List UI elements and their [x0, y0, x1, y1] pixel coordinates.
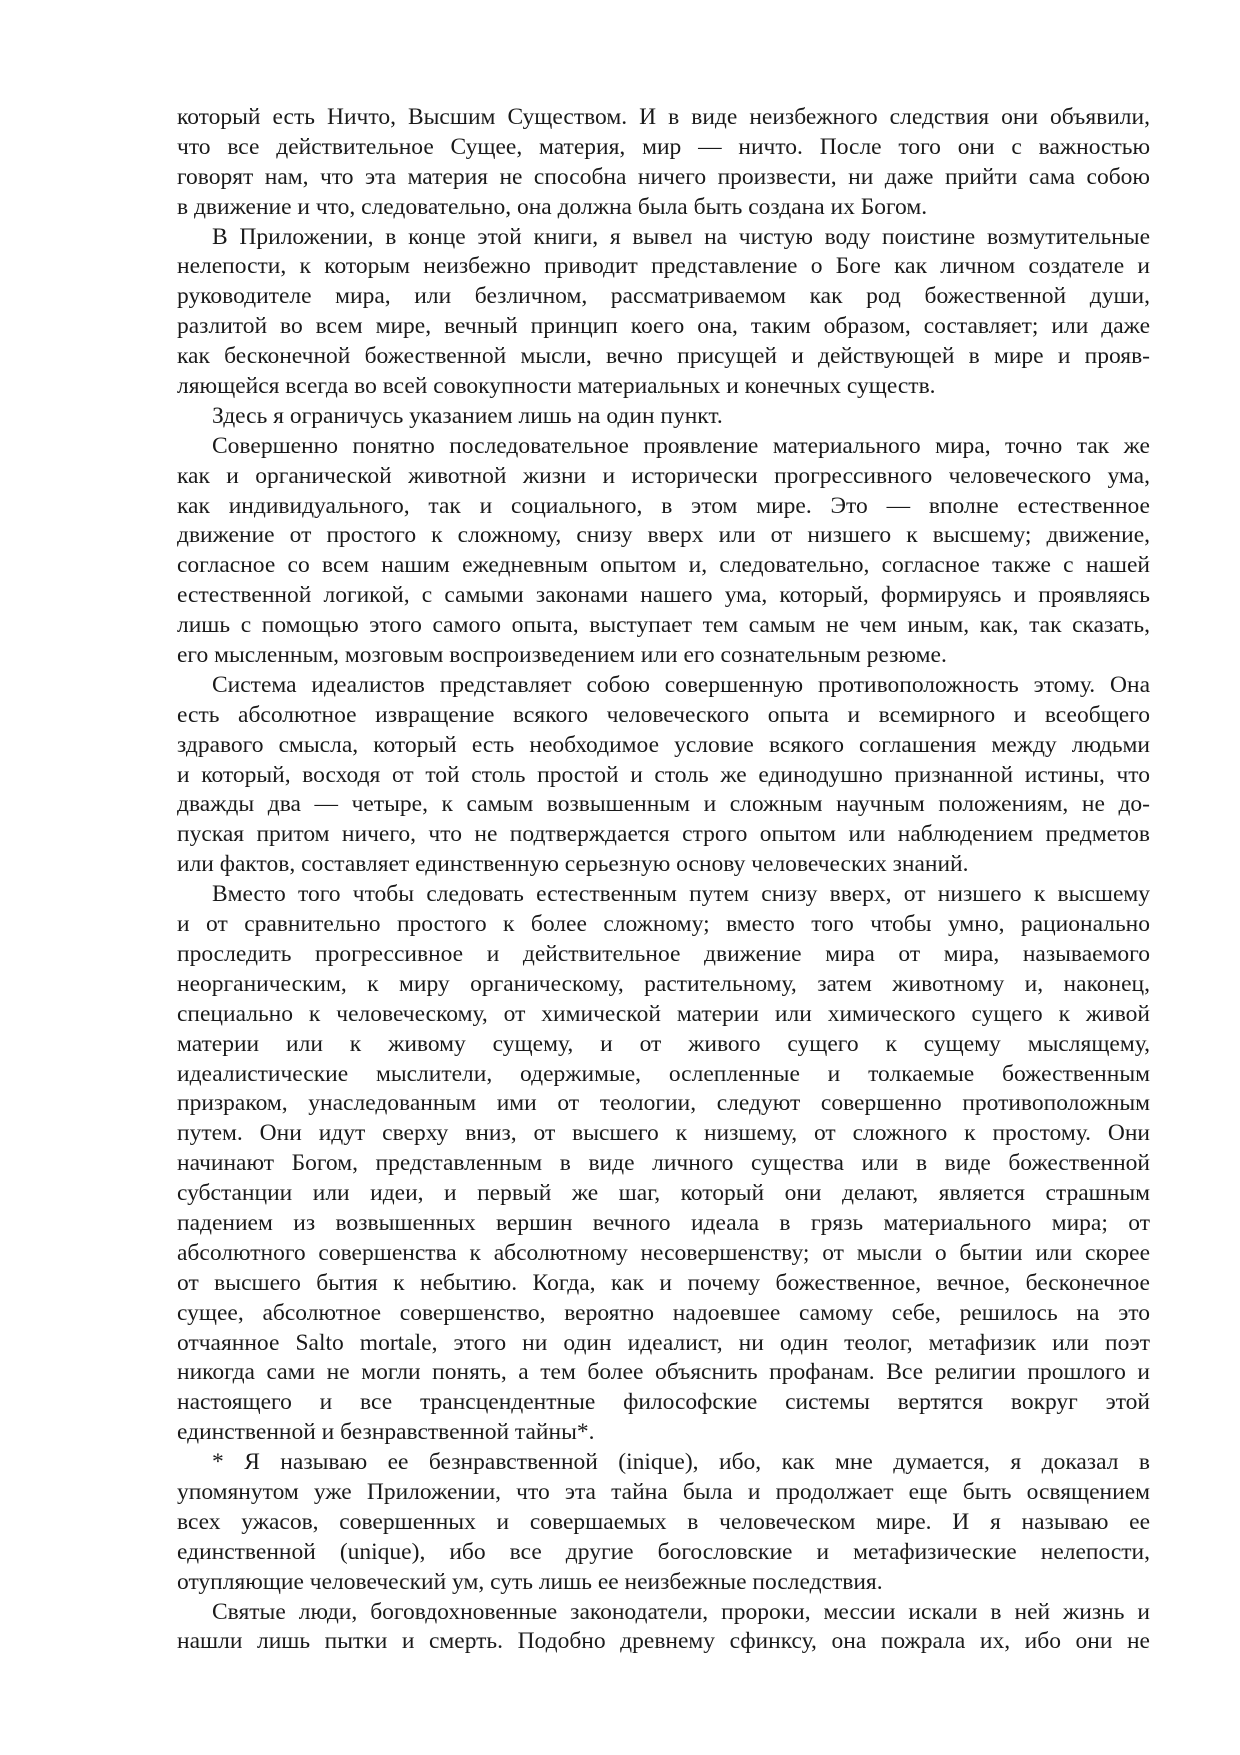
text-line: его мысленным, мозговым воспроизведением или его сознательным резюме.: [177, 642, 947, 669]
text-line: и который, восходя от той столь простой и столь же единодушно признанной истины, что: [177, 761, 1150, 788]
text-line: единственной и безнравственной тайны*.: [177, 1419, 595, 1446]
text-line: разлитой во всем мире, вечный принцип коего она, таким образом, составляет; или даже: [177, 313, 1150, 340]
text-line: лишь с помощью этого самого опыта, выступает тем самым не чем иным, как, так сказать,: [177, 612, 1150, 639]
text-line: Система идеалистов представляет собою совершенную противоположность этому. Она: [212, 671, 1150, 698]
text-line: Вместо того чтобы следовать естественным путем снизу вверх, от низшего к высшему: [212, 881, 1150, 908]
paragraph: [177, 880, 1150, 1448]
text-line: нашли лишь пытки и смерть. Подобно древнему сфинксу, она пожрала их, ибо они не: [177, 1628, 1150, 1655]
text-line: пуская притом ничего, что не подтверждается строго опытом или наблюдением предметов: [177, 821, 1150, 848]
text-line: есть абсолютное извращение всякого человеческого опыта и всемирного и всеобщего: [177, 701, 1150, 728]
text-line: материи или к живому сущему, и от живого сущего к сущему мыслящему,: [177, 1030, 1150, 1057]
text-line: естественной логикой, с самыми законами нашего ума, который, формируясь и проявляясь: [177, 582, 1150, 609]
text-line: движение от простого к сложному, снизу вверх или от низшего к высшему; движение,: [177, 522, 1150, 549]
text-line: В Приложении, в конце этой книги, я вывел на чистую воду поистине возмутительные: [212, 223, 1150, 250]
text-line: который есть Ничто, Высшим Существом. И в виде неизбежного следствия они объявили,: [177, 104, 1150, 130]
text-line: путем. Они идут сверху вниз, от высшего к низшему, от сложного к простому. Они: [177, 1120, 1150, 1147]
text-line: и от сравнительно простого к более сложному; вместо того чтобы умно, рационально: [177, 911, 1150, 938]
text-line: согласное со всем нашим ежедневным опытом и, следовательно, согласное также с нашей: [177, 552, 1150, 579]
paragraph: [177, 103, 1150, 223]
text-line: нелепости, к которым неизбежно приводит представление о Боге как личном создателе и: [177, 253, 1150, 280]
text-line: никогда сами не могли понять, а тем более объяснить профанам. Все религии прошлого и: [177, 1359, 1150, 1386]
text-line: всех ужасов, совершенных и совершаемых в человеческом мире. И я называю ее: [177, 1508, 1150, 1535]
text-line: падением из возвышенных вершин вечного идеала в грязь материального мира; от: [177, 1209, 1150, 1236]
text-line: неорганическим, к миру органическому, растительному, затем животному и, наконец,: [177, 970, 1150, 997]
text-line: как и органической животной жизни и исторически прогрессивного человеческого ума,: [177, 462, 1150, 489]
page-text-body: [177, 103, 1150, 1657]
text-line: дважды два — четыре, к самым возвышенным и сложным научным положениям, не до-: [177, 791, 1150, 818]
text-line: руководителе мира, или безличном, рассматриваемом как род божественной души,: [177, 283, 1150, 310]
paragraph: [177, 402, 1150, 432]
paragraph: [177, 432, 1150, 671]
text-line: начинают Богом, представленным в виде личного существа или в виде божественной: [177, 1150, 1150, 1177]
text-line: единственной (unique), ибо все другие богословские и метафизические нелепости,: [177, 1538, 1150, 1565]
text-line: специально к человеческому, от химической материи или химического сущего к живой: [177, 1000, 1150, 1027]
text-line: Здесь я ограничусь указанием лишь на один пункт.: [212, 402, 723, 429]
text-line: отупляющие человеческий ум, суть лишь ее неизбежные последствия.: [177, 1568, 883, 1595]
text-line: здравого смысла, который есть необходимое условие всякого соглашения между людьми: [177, 731, 1150, 758]
text-line: отчаянное Salto mortale, этого ни один идеалист, ни один теолог, метафизик или поэт: [177, 1329, 1150, 1356]
text-line: ляющейся всегда во всей совокупности материальных и конечных существ.: [177, 373, 936, 400]
text-line: сущее, абсолютное совершенство, вероятно надоевшее самому себе, решилось на это: [177, 1299, 1150, 1326]
text-line: в движение и что, следовательно, она должна была быть создана их Богом.: [177, 193, 928, 220]
text-line: Совершенно понятно последовательное проявление материального мира, точно так же: [212, 432, 1150, 459]
paragraph: [177, 223, 1150, 402]
text-line: настоящего и все трансцендентные философские системы вертятся вокруг этой: [177, 1389, 1150, 1416]
footnote-paragraph: [177, 1448, 1150, 1597]
text-line: что все действительное Сущее, материя, мир — ничто. После того они с важностью: [177, 133, 1150, 160]
text-line: призраком, унаследованным ими от теологии, следуют совершенно противоположным: [177, 1090, 1150, 1117]
text-line: абсолютного совершенства к абсолютному несовершенству; от мысли о бытии или скорее: [177, 1239, 1150, 1266]
text-line: субстанции или идеи, и первый же шаг, который они делают, является страшным: [177, 1180, 1150, 1207]
paragraph: [177, 1598, 1150, 1658]
text-line: от высшего бытия к небытию. Когда, как и почему божественное, вечное, бесконечное: [177, 1269, 1150, 1296]
text-line: как индивидуального, так и социального, в этом мире. Это — вполне естественное: [177, 492, 1150, 519]
paragraph: [177, 671, 1150, 880]
text-line: * Я называю ее безнравственной (inique), ибо, как мне думается, я доказал в: [212, 1449, 1150, 1476]
text-line: Святые люди, боговдохновенные законодатели, пророки, мессии искали в ней жизнь и: [212, 1598, 1150, 1625]
text-line: упомянутом уже Приложении, что эта тайна была и продолжает еще быть освящением: [177, 1478, 1150, 1505]
text-line: идеалистические мыслители, одержимые, ослепленные и толкаемые божественным: [177, 1060, 1150, 1087]
text-line: говорят нам, что эта материя не способна ничего произвести, ни даже прийти сама собою: [177, 163, 1150, 190]
text-line: или фактов, составляет единственную серьезную основу человеческих знаний.: [177, 851, 969, 878]
text-line: проследить прогрессивное и действительное движение мира от мира, называемого: [177, 940, 1150, 967]
text-line: как бесконечной божественной мысли, вечно присущей и действующей в мире и прояв-: [177, 343, 1150, 370]
